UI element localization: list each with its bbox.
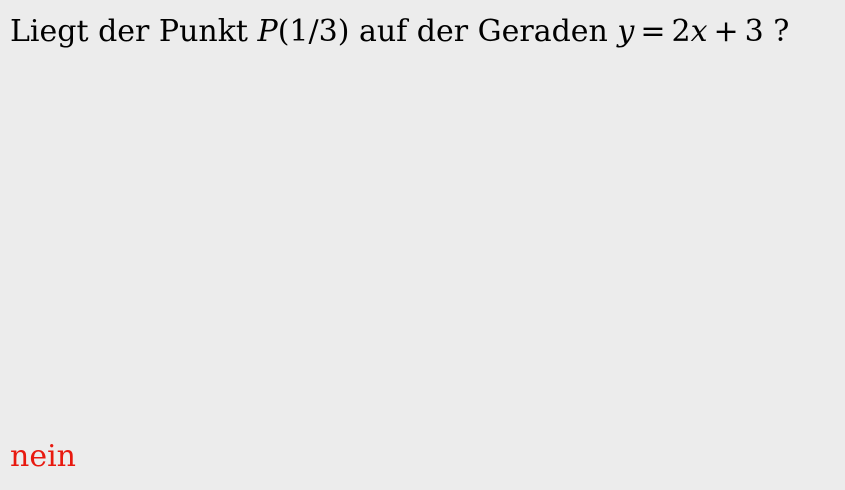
question-text xyxy=(10,12,789,52)
equals-sign: = xyxy=(640,14,666,49)
line-equation xyxy=(617,14,763,49)
point-name: P xyxy=(257,14,278,49)
answer-text: nein xyxy=(10,439,76,474)
question-prefix: Liegt der Punkt xyxy=(10,14,248,49)
line-coefficient: 2 xyxy=(671,14,691,49)
point-coordinates: (1/3) xyxy=(277,14,350,49)
line-lhs: y xyxy=(617,14,635,49)
point-expression xyxy=(258,14,350,49)
question-middle: auf der Geraden xyxy=(358,14,608,49)
plus-sign: + xyxy=(713,14,739,49)
question-mark: ? xyxy=(773,14,790,49)
line-constant: 3 xyxy=(744,14,764,49)
line-variable: x xyxy=(690,14,708,49)
